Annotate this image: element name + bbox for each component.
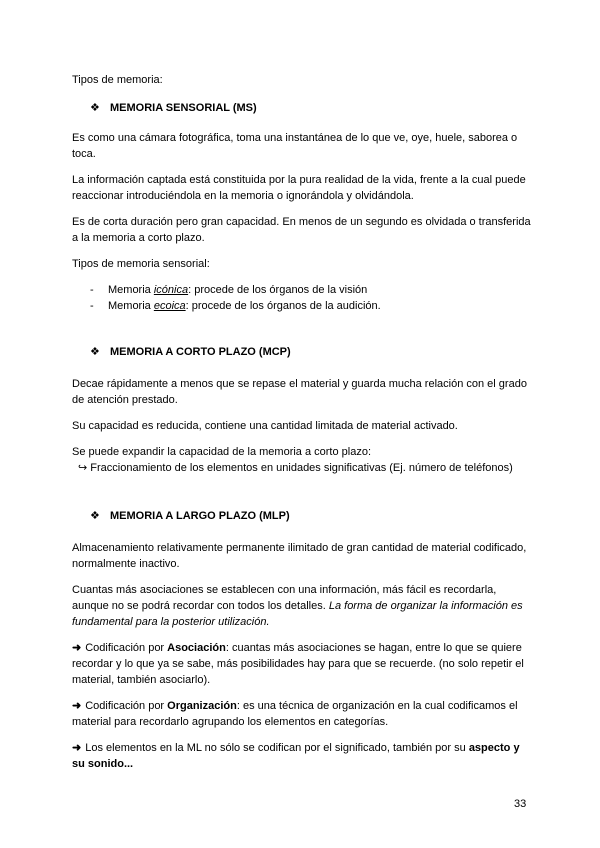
heading-memoria-sensorial: ❖ MEMORIA SENSORIAL (MS) [90,102,257,114]
mlp-paragraph-2: Cuantas más asociaciones se establecen con una información, más fácil es recordarla, aunque no se podrá recordar con todos los detalles. La forma de organizar la información es fundamental para la posterior utilización. [72,584,523,628]
list-item: - Memoria ecoica: procede de los órganos de la audición. [90,300,381,312]
list-item: - Memoria icónica: procede de los órganos de la visión [90,284,368,296]
arrow-right-icon: ➜ [72,642,82,654]
diamond-bullet-icon: ❖ [90,510,100,522]
intro-text: Tipos de memoria: [72,74,163,86]
ms-paragraph-2: La información captada está constituida por la pura realidad de la vida, frente a la cual puede reaccionar introduciéndola en la memoria o ignorándola y olvidándola. [72,174,526,202]
mcp-subpoint: ↪ Fraccionamiento de los elementos en unidades significativas (Ej. número de teléfonos) [78,462,513,474]
mlp-bullet-asociacion: ➜ Codificación por Asociación: cuantas más asociaciones se hagan, entre lo que se quiere recordar y lo que ya se sabe, más posibilidades hay para que se recuerde. (no solo repetir el material, también asociarlo). [72,642,524,686]
diamond-bullet-icon: ❖ [90,102,100,114]
mcp-paragraph-1: Decae rápidamente a menos que se repase el material y guarda mucha relación con el grado de atención prestado. [72,378,527,406]
mcp-paragraph-2: Su capacidad es reducida, contiene una cantidad limitada de material activado. [72,420,458,432]
arrow-right-icon: ➜ [72,700,82,712]
document-page [72,72,532,772]
mlp-bullet-organizacion: ➜ Codificación por Organización: es una técnica de organización en la cual codificamos el material para recordarlo agrupando los elementos en categorías. [72,700,518,728]
mcp-paragraph-3: Se puede expandir la capacidad de la memoria a corto plazo: [72,446,372,458]
ms-paragraph-3: Es de corta duración pero gran capacidad. En menos de un segundo es olvidada o transferida a la memoria a corto plazo. [72,216,531,244]
heading-memoria-corto-plazo: ❖ MEMORIA A CORTO PLAZO (MCP) [90,346,291,358]
ms-types-list [72,282,532,314]
mlp-paragraph-1: Almacenamiento relativamente permanente ilimitado de gran cantidad de material codificado, normalmente inactivo. [72,542,527,570]
ms-types-title: Tipos de memoria sensorial: [72,258,210,270]
page-number: 33 [514,798,527,810]
heading-memoria-largo-plazo: ❖ MEMORIA A LARGO PLAZO (MLP) [90,510,290,522]
diamond-bullet-icon: ❖ [90,346,100,358]
mlp-bullet-aspecto: ➜ Los elementos en la ML no sólo se codifican por el significado, también por su aspecto y su sonido... [72,742,520,770]
ms-paragraph-1: Es como una cámara fotográfica, toma una instantánea de lo que ve, oye, huele, saborea o toca. [72,132,518,160]
arrow-right-icon: ➜ [72,742,82,754]
